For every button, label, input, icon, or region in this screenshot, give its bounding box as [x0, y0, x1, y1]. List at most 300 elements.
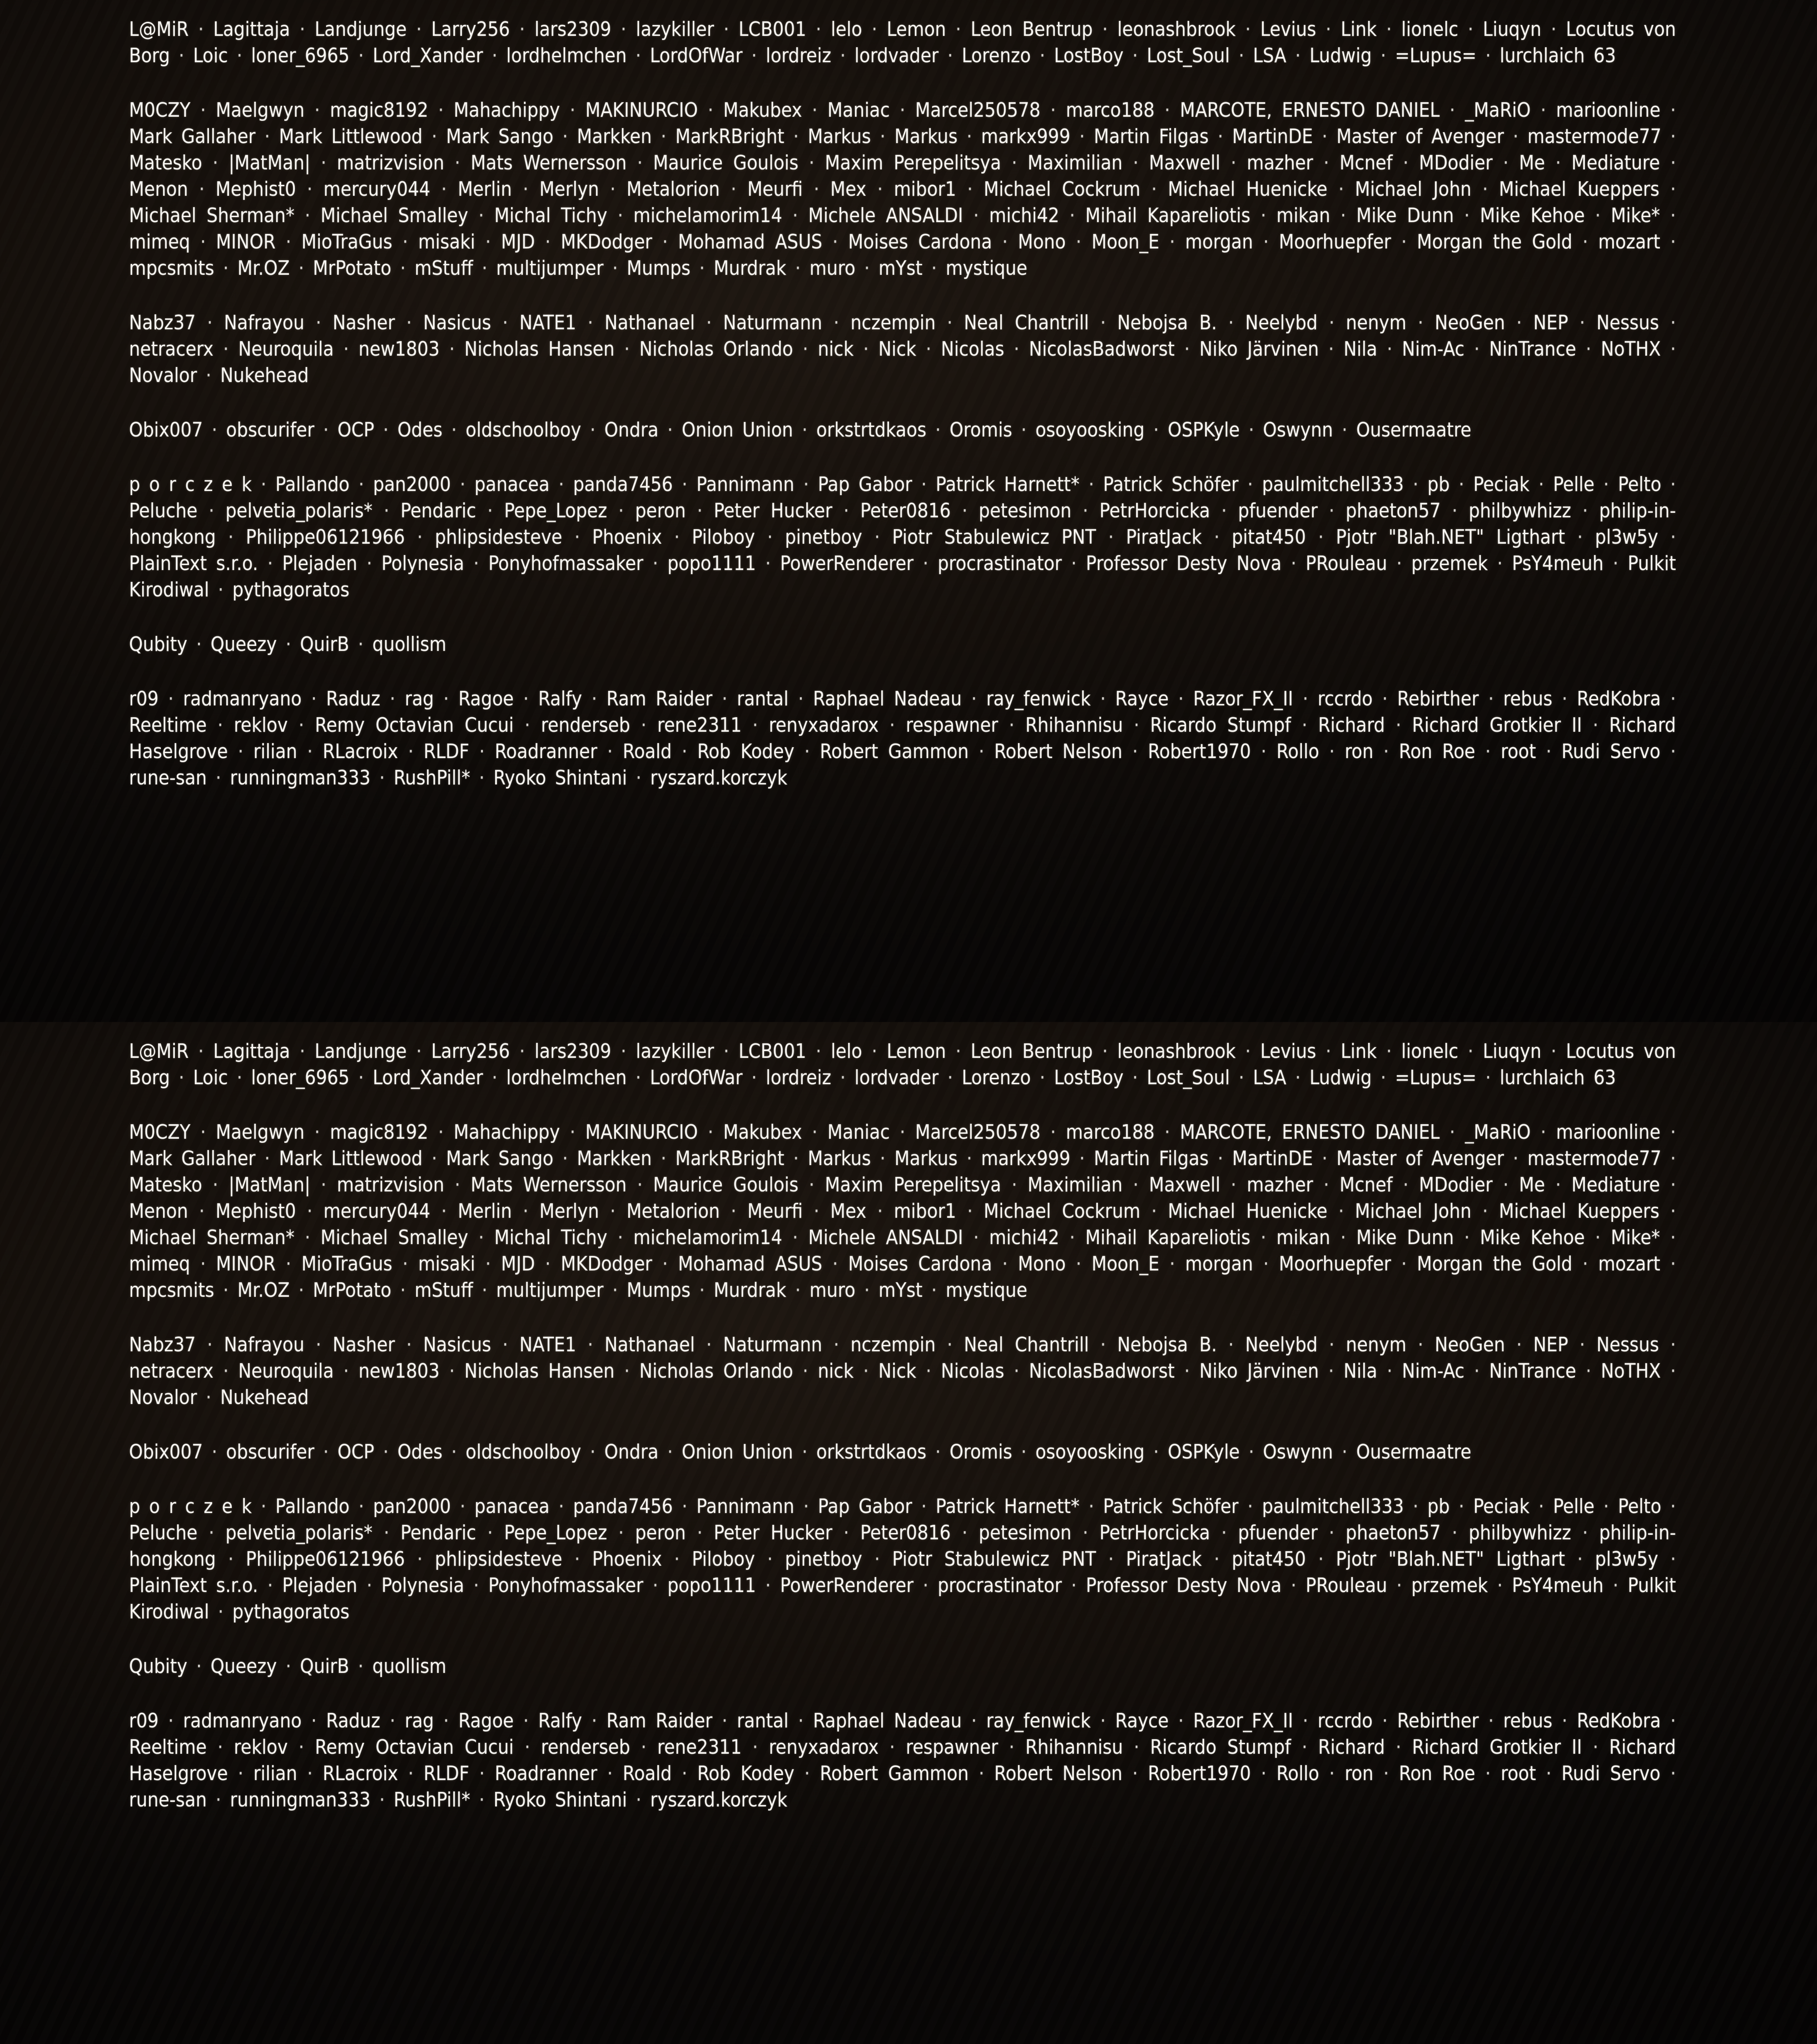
credit-name: Nasicus [423, 311, 491, 334]
middle-dot-separator: · [1670, 687, 1676, 710]
middle-dot-separator: · [307, 1200, 313, 1223]
credit-name: Lost_Soul [1147, 44, 1230, 67]
middle-dot-separator: · [1079, 125, 1085, 148]
credit-name: Ponyhofmassaker [488, 1574, 644, 1597]
credit-name: mStuff [414, 1279, 473, 1302]
credit-name: Pulkit Kirodiwal [129, 552, 1676, 601]
credit-name: mozart [1598, 1252, 1660, 1275]
credit-name: Ludwig [1309, 44, 1372, 67]
credit-name: Nila [1343, 337, 1377, 361]
credit-name: mimeq [129, 1252, 190, 1275]
middle-dot-separator: · [1340, 204, 1346, 227]
middle-dot-separator: · [383, 1440, 389, 1464]
middle-dot-separator: · [1301, 1736, 1308, 1759]
credit-name: MINOR [216, 1252, 276, 1275]
middle-dot-separator: · [438, 1121, 444, 1144]
middle-dot-separator: · [1670, 311, 1676, 334]
credit-name: mystique [945, 1279, 1028, 1302]
credit-name: nick [818, 337, 854, 361]
credit-name: Merlyn [539, 1200, 599, 1223]
credit-name: Lemon [887, 18, 946, 41]
credit-name: Moon_E [1092, 230, 1160, 253]
middle-dot-separator: · [1485, 1066, 1491, 1089]
credit-name: RLDF [423, 740, 470, 763]
credit-name: PRouleau [1306, 1574, 1387, 1597]
credits-group-L [129, 1038, 1676, 1091]
credit-name: Mike Kehoe [1479, 1226, 1585, 1249]
credit-name: Ricardo Stumpf [1150, 714, 1291, 737]
middle-dot-separator: · [699, 257, 705, 280]
middle-dot-separator: · [417, 1548, 423, 1571]
credit-name: Mcnef [1339, 151, 1393, 174]
middle-dot-separator: · [524, 714, 531, 737]
middle-dot-separator: · [1577, 1548, 1583, 1571]
middle-dot-separator: · [321, 151, 327, 174]
credit-name: loner_6965 [251, 44, 350, 67]
credit-name: Pelto [1618, 473, 1662, 496]
credit-name: OCP [338, 1440, 374, 1464]
middle-dot-separator: · [198, 18, 204, 41]
credit-name: Markus [808, 125, 871, 148]
middle-dot-separator: · [1088, 473, 1094, 496]
credit-name: mikan [1276, 204, 1330, 227]
credit-name: Matesko [129, 151, 203, 174]
credit-name: Ralfy [538, 687, 582, 710]
credit-name: Michal Tichy [494, 1226, 607, 1249]
credit-name: rebus [1503, 1709, 1553, 1732]
middle-dot-separator: · [307, 1762, 313, 1785]
credit-name: Moorhuepfer [1279, 1252, 1391, 1275]
credit-name: NoTHX [1601, 337, 1661, 361]
middle-dot-separator: · [562, 125, 568, 148]
credit-name: Piotr Stabulewicz PNT [892, 1548, 1096, 1571]
credit-name: Neuroquila [238, 1359, 334, 1383]
middle-dot-separator: · [662, 1252, 668, 1275]
middle-dot-separator: · [299, 1040, 305, 1063]
credit-name: Pannimann [696, 1495, 794, 1518]
credit-name: Onion Union [681, 418, 793, 442]
middle-dot-separator: · [1100, 1709, 1106, 1732]
credit-name: Michal Tichy [494, 204, 607, 227]
middle-dot-separator: · [261, 473, 267, 496]
credit-name: Piloboy [692, 526, 755, 549]
middle-dot-separator: · [971, 687, 977, 710]
middle-dot-separator: · [1670, 1200, 1676, 1223]
credit-name: Ron Roe [1399, 1762, 1475, 1785]
middle-dot-separator: · [223, 1359, 229, 1383]
middle-dot-separator: · [264, 1147, 270, 1170]
credit-name: pelvetia_polaris* [225, 499, 373, 522]
middle-dot-separator: · [1670, 337, 1676, 361]
middle-dot-separator: · [681, 473, 688, 496]
credit-name: Meurfi [747, 1200, 803, 1223]
credit-name: Lemon [887, 1040, 946, 1063]
middle-dot-separator: · [358, 44, 364, 67]
credit-name: PowerRenderer [780, 552, 914, 575]
middle-dot-separator: · [1459, 1495, 1465, 1518]
credit-name: Nafrayou [224, 311, 305, 334]
middle-dot-separator: · [612, 257, 618, 280]
middle-dot-separator: · [1291, 552, 1296, 575]
middle-dot-separator: · [1329, 1521, 1335, 1544]
credit-name: osoyoosking [1035, 418, 1145, 442]
middle-dot-separator: · [454, 151, 461, 174]
credit-name: r09 [129, 687, 159, 710]
middle-dot-separator: · [307, 178, 313, 201]
credit-name: Richard Grotkier II [1412, 714, 1582, 737]
middle-dot-separator: · [1401, 230, 1407, 253]
credit-name: Raduz [326, 687, 381, 710]
middle-dot-separator: · [168, 1709, 174, 1732]
middle-dot-separator: · [874, 526, 880, 549]
middle-dot-separator: · [1670, 1121, 1676, 1144]
middle-dot-separator: · [1321, 125, 1328, 148]
credit-name: lionelc [1401, 1040, 1459, 1063]
credit-name: MARCOTE, ERNESTO DANIEL [1180, 99, 1440, 122]
middle-dot-separator: · [323, 418, 329, 442]
credit-name: Maxwell [1149, 151, 1221, 174]
credit-name: root [1500, 1762, 1536, 1785]
middle-dot-separator: · [1261, 204, 1266, 227]
credit-name: PowerRenderer [780, 1574, 914, 1597]
credit-name: lordhelmchen [506, 1066, 627, 1089]
middle-dot-separator: · [1341, 1440, 1348, 1464]
credit-name: Nim-Ac [1402, 1359, 1465, 1383]
credit-name: oldschoolboy [466, 1440, 581, 1464]
middle-dot-separator: · [706, 311, 712, 334]
credit-name: reklov [233, 1736, 288, 1759]
credit-name: Pelto [1618, 1495, 1662, 1518]
middle-dot-separator: · [1670, 1495, 1676, 1518]
middle-dot-separator: · [1329, 311, 1335, 334]
credit-name: peron [635, 499, 686, 522]
credit-name: Nicholas Hansen [464, 337, 615, 361]
middle-dot-separator: · [304, 204, 311, 227]
middle-dot-separator: · [454, 1173, 461, 1196]
credit-name: Ondra [604, 418, 659, 442]
credit-name: pb [1427, 473, 1450, 496]
middle-dot-separator: · [955, 18, 961, 41]
middle-dot-separator: · [1670, 1147, 1676, 1170]
credit-name: Rhihannisu [1025, 714, 1123, 737]
middle-dot-separator: · [1540, 1121, 1546, 1144]
middle-dot-separator: · [402, 1252, 408, 1275]
middle-dot-separator: · [238, 1762, 243, 1785]
middle-dot-separator: · [652, 552, 658, 575]
middle-dot-separator: · [1585, 1359, 1592, 1383]
middle-dot-separator: · [1301, 714, 1308, 737]
credit-name: Pjotr "Blah.NET" Ligthart [1335, 526, 1565, 549]
middle-dot-separator: · [383, 499, 390, 522]
credit-name: Phoenix [592, 526, 662, 549]
credit-name: Nebojsa B. [1117, 311, 1217, 334]
credit-name: renyxadarox [769, 1736, 879, 1759]
middle-dot-separator: · [607, 1762, 613, 1785]
middle-dot-separator: · [1329, 1762, 1335, 1785]
credit-name: marioonline [1556, 99, 1661, 122]
credit-name: oldschoolboy [466, 418, 581, 442]
middle-dot-separator: · [1380, 44, 1386, 67]
middle-dot-separator: · [1670, 151, 1676, 174]
credits-text-column [129, 1038, 1676, 1813]
credit-name: panda7456 [573, 1495, 673, 1518]
middle-dot-separator: · [793, 1147, 799, 1170]
middle-dot-separator: · [1582, 499, 1588, 522]
middle-dot-separator: · [524, 1736, 531, 1759]
middle-dot-separator: · [400, 257, 406, 280]
credit-name: Piloboy [692, 1548, 755, 1571]
middle-dot-separator: · [441, 1200, 447, 1223]
credit-name: MarkRBright [675, 1147, 784, 1170]
middle-dot-separator: · [1670, 1709, 1676, 1732]
middle-dot-separator: · [1328, 337, 1334, 361]
middle-dot-separator: · [814, 178, 819, 201]
middle-dot-separator: · [545, 230, 551, 253]
middle-dot-separator: · [706, 1333, 712, 1356]
credit-name: Peter Hucker [714, 1521, 833, 1544]
middle-dot-separator: · [804, 740, 810, 763]
middle-dot-separator: · [1169, 230, 1175, 253]
middle-dot-separator: · [1323, 151, 1329, 174]
middle-dot-separator: · [621, 1040, 626, 1063]
credit-name: Marcel250578 [915, 99, 1041, 122]
middle-dot-separator: · [722, 687, 728, 710]
middle-dot-separator: · [1132, 1762, 1138, 1785]
middle-dot-separator: · [955, 1040, 961, 1063]
credit-name: Onion Union [681, 1440, 793, 1464]
middle-dot-separator: · [947, 1066, 953, 1089]
credit-name: phlipsidesteve [435, 1548, 562, 1571]
middle-dot-separator: · [228, 526, 234, 549]
credit-name: Ousermaatre [1356, 1440, 1472, 1464]
credit-name: Queezy [210, 1655, 277, 1678]
credit-name: MartinDE [1232, 125, 1313, 148]
credit-name: Robert Nelson [994, 740, 1122, 763]
middle-dot-separator: · [473, 1574, 479, 1597]
credit-name: Patrick Harnett* [935, 1495, 1080, 1518]
middle-dot-separator: · [502, 1333, 508, 1356]
middle-dot-separator: · [449, 1359, 455, 1383]
middle-dot-separator: · [899, 1121, 905, 1144]
credits-group-R [129, 1708, 1676, 1813]
middle-dot-separator: · [1670, 125, 1676, 148]
middle-dot-separator: · [612, 1279, 618, 1302]
middle-dot-separator: · [1382, 687, 1388, 710]
credit-name: procrastinator [938, 552, 1062, 575]
middle-dot-separator: · [1497, 1574, 1503, 1597]
middle-dot-separator: · [1670, 1762, 1676, 1785]
credit-name: Rob Kodey [697, 1762, 794, 1785]
middle-dot-separator: · [408, 740, 414, 763]
middle-dot-separator: · [1263, 1252, 1269, 1275]
middle-dot-separator: · [261, 1495, 267, 1518]
middle-dot-separator: · [1383, 740, 1389, 763]
credit-name: Locutus von Borg [129, 18, 1676, 67]
middle-dot-separator: · [299, 18, 305, 41]
middle-dot-separator: · [1133, 1173, 1139, 1196]
credit-name: Peluche [129, 1521, 198, 1544]
credit-name: orkstrtdkaos [816, 1440, 927, 1464]
credit-name: Reeltime [129, 714, 207, 737]
credit-name: Ryoko Shintani [493, 766, 627, 789]
middle-dot-separator: · [1013, 1359, 1020, 1383]
credit-name: Menon [129, 178, 189, 201]
middle-dot-separator: · [1670, 1173, 1676, 1196]
middle-dot-separator: · [343, 337, 349, 361]
credit-name: Peciak [1473, 473, 1530, 496]
credit-name: Neal Chantrill [963, 1333, 1089, 1356]
credit-name: OCP [338, 418, 374, 442]
middle-dot-separator: · [1670, 1333, 1676, 1356]
credit-name: Ralfy [538, 1709, 582, 1732]
middle-dot-separator: · [1151, 1200, 1157, 1223]
credit-name: MioTraGus [301, 1252, 392, 1275]
middle-dot-separator: · [211, 418, 218, 442]
middle-dot-separator: · [708, 99, 714, 122]
middle-dot-separator: · [1100, 687, 1106, 710]
credit-name: Marcel250578 [915, 1121, 1041, 1144]
middle-dot-separator: · [449, 337, 455, 361]
credit-name: Mark Sango [446, 125, 554, 148]
middle-dot-separator: · [237, 44, 243, 67]
credit-name: popo1111 [667, 552, 756, 575]
credit-name: philbywhizz [1469, 499, 1571, 522]
middle-dot-separator: · [209, 499, 214, 522]
credit-name: Lorenzo [962, 1066, 1031, 1089]
middle-dot-separator: · [406, 311, 412, 334]
middle-dot-separator: · [1151, 178, 1157, 201]
credit-name: Maelgwyn [216, 99, 305, 122]
credit-name: Roald [622, 1762, 672, 1785]
middle-dot-separator: · [1516, 1333, 1522, 1356]
credit-name: Michael Smalley [320, 1226, 468, 1249]
credits-group-Q [129, 631, 1676, 658]
credit-name: michelamorim14 [633, 204, 782, 227]
credit-name: lazykiller [635, 1040, 714, 1063]
credit-name: mercury044 [323, 1200, 431, 1223]
credit-name: Michael John [1355, 1200, 1472, 1223]
credit-name: Mr.OZ [237, 257, 290, 280]
credit-name: MAKINURCIO [585, 99, 698, 122]
credit-name: Morgan the Gold [1417, 1252, 1573, 1275]
middle-dot-separator: · [722, 1709, 728, 1732]
credit-name: LostBoy [1054, 1066, 1124, 1089]
middle-dot-separator: · [947, 311, 953, 334]
credit-name: Peter0816 [860, 1521, 951, 1544]
credits-group-N [129, 1332, 1676, 1411]
middle-dot-separator: · [570, 1121, 576, 1144]
middle-dot-separator: · [1485, 44, 1491, 67]
credit-name: mikan [1276, 1226, 1330, 1249]
credit-name: mYst [879, 257, 923, 280]
credit-name: Professor Desty Nova [1086, 552, 1282, 575]
credits-text-column [129, 16, 1676, 791]
credit-name: mibor1 [894, 178, 957, 201]
middle-dot-separator: · [1133, 714, 1140, 737]
middle-dot-separator: · [366, 1574, 372, 1597]
middle-dot-separator: · [978, 1762, 984, 1785]
credit-name: Moises Cardona [848, 1252, 992, 1275]
credit-name: MKDodger [561, 1252, 652, 1275]
credit-name: L@MiR [129, 1040, 189, 1063]
middle-dot-separator: · [1221, 499, 1227, 522]
middle-dot-separator: · [843, 1521, 849, 1544]
middle-dot-separator: · [1450, 99, 1455, 122]
middle-dot-separator: · [215, 766, 221, 789]
middle-dot-separator: · [1009, 1736, 1015, 1759]
credit-name: Loic [193, 44, 228, 67]
middle-dot-separator: · [1247, 1495, 1253, 1518]
middle-dot-separator: · [635, 1066, 641, 1089]
middle-dot-separator: · [491, 44, 498, 67]
credit-name: Obix007 [129, 418, 203, 442]
credit-name: Lord_Xander [372, 44, 483, 67]
middle-dot-separator: · [200, 1121, 206, 1144]
credit-name: Maxwell [1149, 1173, 1221, 1196]
middle-dot-separator: · [798, 1709, 804, 1732]
credit-name: Mark Gallaher [129, 1147, 256, 1170]
middle-dot-separator: · [223, 337, 229, 361]
middle-dot-separator: · [635, 1788, 642, 1811]
middle-dot-separator: · [209, 1521, 214, 1544]
middle-dot-separator: · [767, 526, 773, 549]
middle-dot-separator: · [408, 1762, 414, 1785]
middle-dot-separator: · [200, 230, 206, 253]
middle-dot-separator: · [1603, 1495, 1609, 1518]
credit-name: rag [405, 1709, 434, 1732]
credit-name: Mark Sango [446, 1147, 554, 1170]
middle-dot-separator: · [1002, 1252, 1008, 1275]
credit-name: Mark Gallaher [129, 125, 256, 148]
credit-name: rune-san [129, 1788, 207, 1811]
middle-dot-separator: · [1380, 1066, 1386, 1089]
credit-name: Ron Roe [1399, 740, 1475, 763]
middle-dot-separator: · [1039, 1066, 1045, 1089]
middle-dot-separator: · [1108, 1548, 1114, 1571]
credit-name: Nasicus [423, 1333, 491, 1356]
middle-dot-separator: · [389, 687, 396, 710]
middle-dot-separator: · [730, 1200, 737, 1223]
credit-name: Peter0816 [860, 499, 951, 522]
middle-dot-separator: · [478, 204, 484, 227]
credit-name: Raduz [326, 1709, 381, 1732]
credit-name: mibor1 [894, 1200, 957, 1223]
credit-name: Maximilian [1028, 1173, 1123, 1196]
credit-name: Mohamad ASUS [678, 1252, 823, 1275]
credit-name: NicolasBadworst [1029, 1359, 1175, 1383]
middle-dot-separator: · [400, 1279, 406, 1302]
middle-dot-separator: · [1231, 151, 1236, 174]
middle-dot-separator: · [321, 1173, 327, 1196]
credit-name: Mahachippy [453, 99, 560, 122]
credit-name: Mark Littlewood [279, 125, 423, 148]
credit-name: nenym [1345, 1333, 1407, 1356]
credit-name: mStuff [414, 257, 473, 280]
credit-name: Nasher [333, 311, 395, 334]
middle-dot-separator: · [1132, 740, 1138, 763]
credit-name: Mono [1018, 230, 1066, 253]
middle-dot-separator: · [621, 18, 626, 41]
credit-name: pythagoratos [232, 1600, 350, 1623]
middle-dot-separator: · [660, 1147, 666, 1170]
middle-dot-separator: · [1341, 418, 1348, 442]
credit-name: rene2311 [657, 1736, 742, 1759]
credit-name: Michael Huenicke [1167, 1200, 1328, 1223]
credit-name: Nabz37 [129, 311, 196, 334]
credit-name: Pepe_Lopez [504, 499, 607, 522]
middle-dot-separator: · [402, 230, 408, 253]
middle-dot-separator: · [1178, 687, 1184, 710]
